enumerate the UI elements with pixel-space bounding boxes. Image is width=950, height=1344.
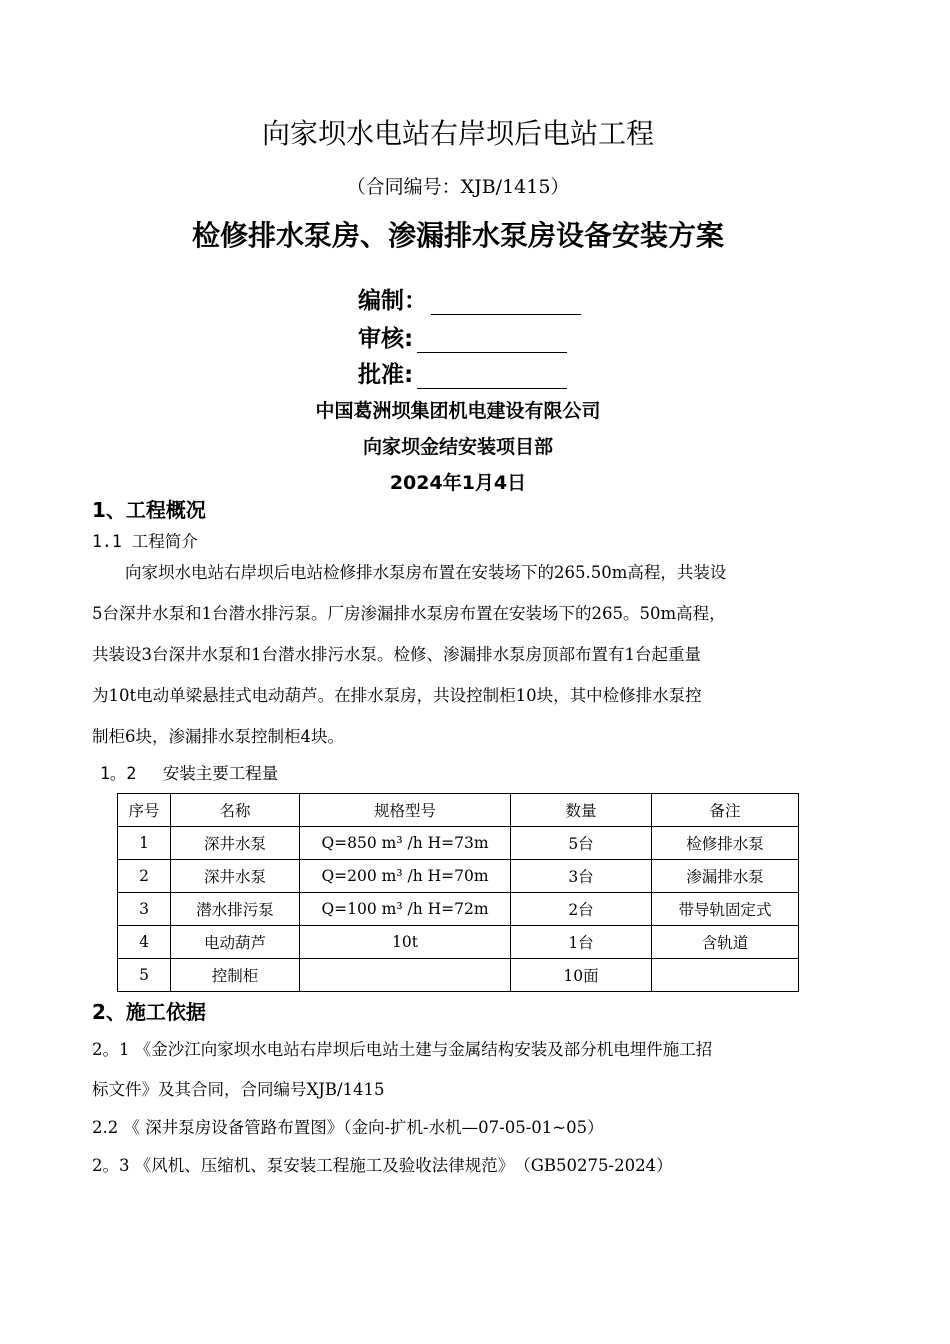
table-cell: 深井水泵 [171, 860, 300, 893]
reference-2-1-line1: 2。1 《金沙江向家坝水电站右岸坝后电站土建与金属结构安装及部分机电埋件施工招 [92, 1040, 713, 1059]
company-name: 中国葛洲坝集团机电建设有限公司 [315, 400, 601, 422]
table-header-cell: 序号 [118, 794, 171, 827]
paragraph-line: 为10t电动单梁悬挂式电动葫芦。在排水泵房，共设控制柜10块，其中检修排水泵控 [92, 686, 702, 705]
compile-signature-line[interactable] [431, 290, 581, 315]
table-cell: 3 [118, 893, 171, 926]
table-header-cell: 数量 [511, 794, 652, 827]
compile-signature-row [358, 282, 581, 315]
table-cell: 深井水泵 [171, 827, 300, 860]
table-header-cell: 规格型号 [300, 794, 511, 827]
table-cell [652, 959, 799, 992]
plan-title: 检修排水泵房、渗漏排水泵房设备安装方案 [191, 219, 724, 252]
table-row [118, 959, 799, 992]
table-cell [300, 959, 511, 992]
compile-label: 编制： [358, 288, 427, 314]
reference-2-1-line2: 标文件》及其合同，合同编号XJB/1415 [92, 1080, 385, 1099]
table-cell: 5 [118, 959, 171, 992]
table-cell: Q=850 m³ /h H=73m [300, 827, 511, 860]
table-row [118, 860, 799, 893]
table-cell: 含轨道 [652, 926, 799, 959]
table-cell: 潜水排污泵 [171, 893, 300, 926]
table-cell: Q=100 m³ /h H=72m [300, 893, 511, 926]
table-cell: 2 [118, 860, 171, 893]
review-signature-row [358, 320, 567, 353]
table-cell: Q=200 m³ /h H=70m [300, 860, 511, 893]
section1-2-heading: 1。2 安装主要工程量 [100, 764, 279, 783]
table-cell: 渗漏排水泵 [652, 860, 799, 893]
reference-2-3: 2。3 《风机、压缩机、泵安装工程施工及验收法律规范》 （GB50275-2024） [92, 1156, 673, 1175]
table-header-cell: 备注 [652, 794, 799, 827]
table-row [118, 926, 799, 959]
department-name: 向家坝金结安装项目部 [362, 436, 553, 458]
section1-1-heading: 1.1 工程简介 [92, 532, 198, 551]
section2-heading: 2、施工依据 [92, 1000, 206, 1024]
approve-signature-row [358, 356, 567, 389]
table-header-row [118, 794, 799, 827]
table-cell: 2台 [511, 893, 652, 926]
project-overview-paragraph [92, 552, 832, 757]
review-label: 审核: [358, 326, 414, 352]
table-row [118, 893, 799, 926]
approve-signature-line[interactable] [417, 364, 567, 389]
section1-heading: 1、工程概况 [92, 498, 206, 522]
table-cell: 电动葫芦 [171, 926, 300, 959]
document-date: 2024年1月4日 [389, 472, 527, 494]
table-cell: 4 [118, 926, 171, 959]
table-row [118, 827, 799, 860]
paragraph-line: 向家坝水电站右岸坝后电站检修排水泵房布置在安装场下的265.50m高程，共装设 [92, 563, 727, 582]
review-signature-line[interactable] [417, 328, 567, 353]
table-cell: 10面 [511, 959, 652, 992]
table-cell: 1台 [511, 926, 652, 959]
table-cell: 检修排水泵 [652, 827, 799, 860]
table-cell: 1 [118, 827, 171, 860]
paragraph-line: 制柜6块，渗漏排水泵控制柜4块。 [92, 727, 344, 746]
table-cell: 控制柜 [171, 959, 300, 992]
approve-label: 批准: [358, 362, 414, 388]
contract-number: （合同编号：XJB/1415） [346, 176, 570, 198]
table-header-cell: 名称 [171, 794, 300, 827]
paragraph-line: 共装设3台深井水泵和1台潜水排污水泵。检修、渗漏排水泵房顶部布置有1台起重量 [92, 645, 701, 664]
paragraph-line: 5台深井水泵和1台潜水排污泵。厂房渗漏排水泵房布置在安装场下的265。50m高程， [92, 604, 726, 623]
table-cell: 带导轨固定式 [652, 893, 799, 926]
reference-2-2: 2.2 《 深井泵房设备管路布置图》（金向-扩机-水机—07-05-01~05） [92, 1118, 604, 1137]
table-cell: 10t [300, 926, 511, 959]
project-title: 向家坝水电站右岸坝后电站工程 [261, 117, 654, 150]
table-cell: 5台 [511, 827, 652, 860]
quantities-table [117, 793, 799, 992]
table-cell: 3台 [511, 860, 652, 893]
